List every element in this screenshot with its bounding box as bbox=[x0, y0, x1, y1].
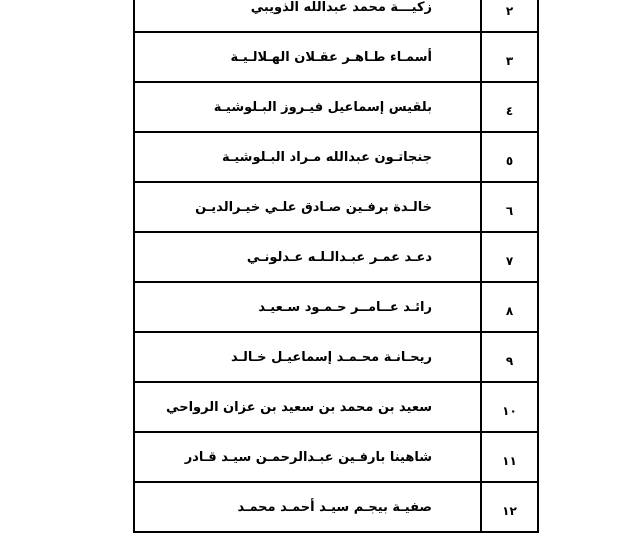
table-row bbox=[134, 0, 538, 32]
table-row bbox=[134, 382, 538, 432]
row-number: ٦ bbox=[481, 182, 538, 232]
row-name: دعـد عمـر عبـدالـلـه عـدلونـي bbox=[134, 232, 481, 282]
table-row bbox=[134, 482, 538, 532]
row-number: ٥ bbox=[481, 132, 538, 182]
row-name: بلقيس إسماعيل فيـروز البـلوشيـة bbox=[134, 82, 481, 132]
row-name: شاهينا بارفـين عبـدالرحمـن سيـد قـادر bbox=[134, 432, 481, 482]
row-number: ٩ bbox=[481, 332, 538, 382]
row-name: جنجاتـون عبدالله مـراد البـلوشيـة bbox=[134, 132, 481, 182]
row-number: ٣ bbox=[481, 32, 538, 82]
row-name: سعيد بن محمد بن سعيد بن عزان الرواحي bbox=[134, 382, 481, 432]
row-number: ٤ bbox=[481, 82, 538, 132]
table-row bbox=[134, 182, 538, 232]
row-number: ٨ bbox=[481, 282, 538, 332]
table-row bbox=[134, 232, 538, 282]
table-row bbox=[134, 432, 538, 482]
table-row bbox=[134, 282, 538, 332]
table-row bbox=[134, 82, 538, 132]
table-row bbox=[134, 332, 538, 382]
row-number: ١١ bbox=[481, 432, 538, 482]
table-row bbox=[134, 132, 538, 182]
row-number: ٧ bbox=[481, 232, 538, 282]
row-name: زكيـــة محمد عبدالله الذويبي bbox=[134, 0, 481, 32]
row-number: ٢ bbox=[481, 0, 538, 32]
row-number: ١٠ bbox=[481, 382, 538, 432]
names-table bbox=[133, 0, 539, 533]
row-name: رائـد عــامــر حـمـود سـعيـد bbox=[134, 282, 481, 332]
table-row bbox=[134, 32, 538, 82]
row-name: خالـدة برفـين صـادق علـي خيـرالديـن bbox=[134, 182, 481, 232]
row-name: ريحـانـة محـمـد إسماعيـل خـالـد bbox=[134, 332, 481, 382]
row-name: صفيـة بيجـم سيـد أحمـد محمـد bbox=[134, 482, 481, 532]
row-name: أسمـاء طـاهـر عقـلان الهـلالـيـة bbox=[134, 32, 481, 82]
row-number: ١٢ bbox=[481, 482, 538, 532]
